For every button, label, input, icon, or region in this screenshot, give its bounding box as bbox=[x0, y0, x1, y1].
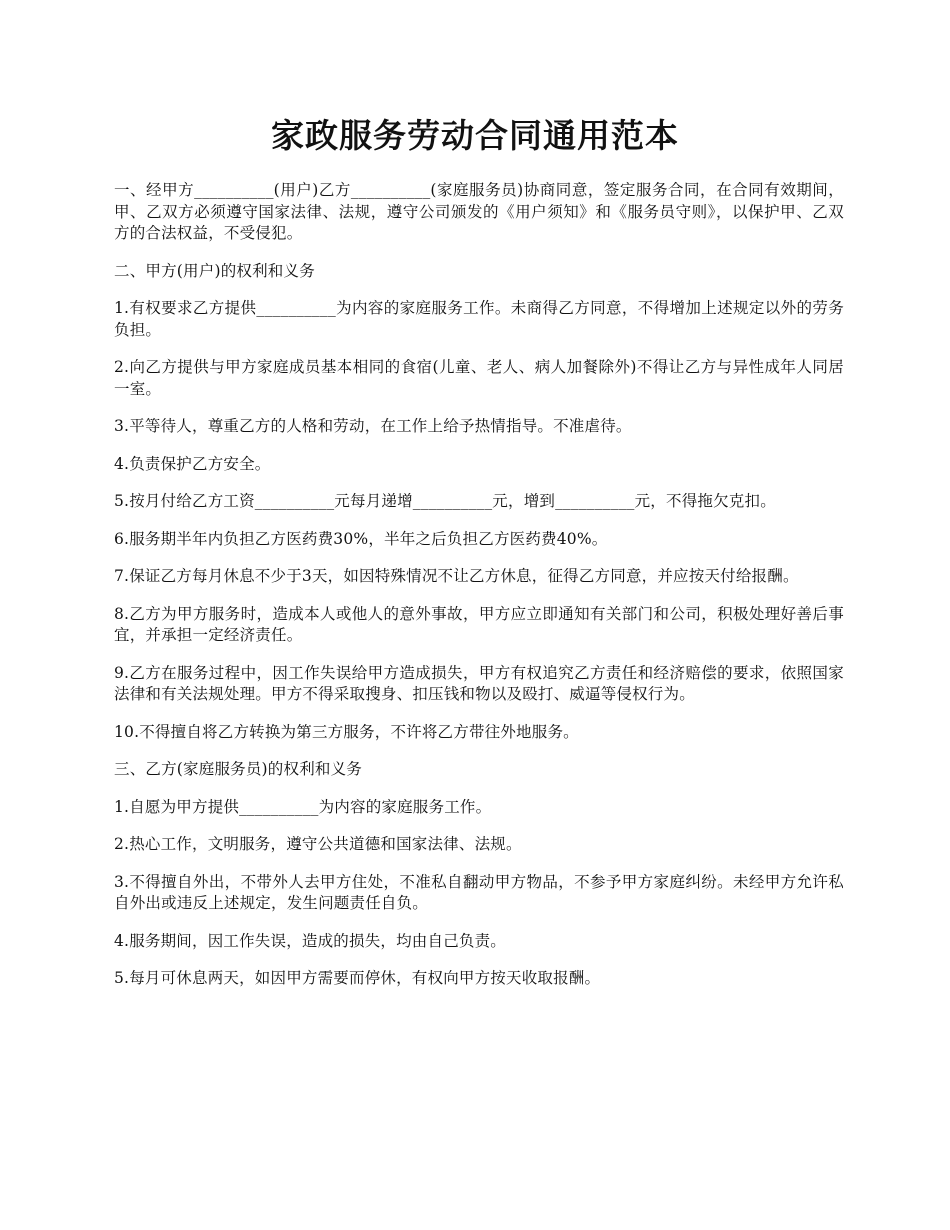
party-b-clause-3: 3.不得擅自外出，不带外人去甲方住处，不准私自翻动甲方物品，不参予甲方家庭纠纷。未经甲方允许私自外出或违反上述规定，发生问题责任自负。 bbox=[114, 872, 844, 912]
section-heading-party-b: 三、乙方(家庭服务员)的权利和义务 bbox=[114, 760, 362, 778]
party-a-clause-6: 6.服务期半年内负担乙方医药费30%，半年之后负担乙方医药费40%。 bbox=[114, 529, 608, 548]
document-body bbox=[114, 180, 844, 1006]
party-a-clause-4: 4.负责保护乙方安全。 bbox=[114, 454, 271, 473]
party-b-clause-5: 5.每月可休息两天，如因甲方需要而停休，有权向甲方按天收取报酬。 bbox=[114, 969, 601, 987]
party-a-clause-2: 2.向乙方提供与甲方家庭成员基本相同的食宿(儿童、老人、病人加餐除外)不得让乙方与异性成年人同居一室。 bbox=[114, 358, 844, 398]
party-a-clause-8: 8.乙方为甲方服务时，造成本人或他人的意外事故，甲方应立即通知有关部门和公司，积极处理好善后事宜，并承担一定经济责任。 bbox=[114, 604, 844, 644]
party-a-clause-10: 10.不得擅自将乙方转换为第三方服务，不许将乙方带往外地服务。 bbox=[114, 722, 579, 741]
party-a-clause-9: 9.乙方在服务过程中，因工作失误给甲方造成损失，甲方有权追究乙方责任和经济赔偿的要求，依照国家法律和有关法规处理。甲方不得采取搜身、扣压钱和物以及殴打、威逼等侵权行为。 bbox=[114, 663, 844, 703]
party-a-clause-3: 3.平等待人，尊重乙方的人格和劳动，在工作上给予热情指导。不准虐待。 bbox=[114, 417, 632, 435]
party-a-clause-7: 7.保证乙方每月休息不少于3天，如因特殊情况不让乙方休息，征得乙方同意，并应按天付给报酬。 bbox=[114, 567, 799, 585]
party-b-clause-2: 2.热心工作，文明服务，遵守公共道德和国家法律、法规。 bbox=[114, 835, 522, 853]
intro-paragraph: 一、经甲方__________(用户)乙方__________(家庭服务员)协商同意，签定服务合同，在合同有效期间，甲、乙双方必须遵守国家法律、法规，遵守公司颁发的《用户须知》和《服务员守则》，以保护甲、乙双方的合法权益，不受侵犯。 bbox=[114, 181, 844, 242]
party-a-clause-5: 5.按月付给乙方工资__________元每月递增__________元，增到__________元，不得拖欠克扣。 bbox=[114, 492, 776, 510]
section-heading-party-a: 二、甲方(用户)的权利和义务 bbox=[114, 261, 315, 280]
party-b-clause-1: 1.自愿为甲方提供__________为内容的家庭服务工作。 bbox=[114, 797, 492, 816]
party-a-clause-1: 1.有权要求乙方提供__________为内容的家庭服务工作。未商得乙方同意，不得增加上述规定以外的劳务负担。 bbox=[114, 299, 844, 339]
document-title: 家政服务劳动合同通用范本 bbox=[271, 116, 679, 155]
party-b-clause-4: 4.服务期间，因工作失误，造成的损失，均由自己负责。 bbox=[114, 931, 506, 950]
